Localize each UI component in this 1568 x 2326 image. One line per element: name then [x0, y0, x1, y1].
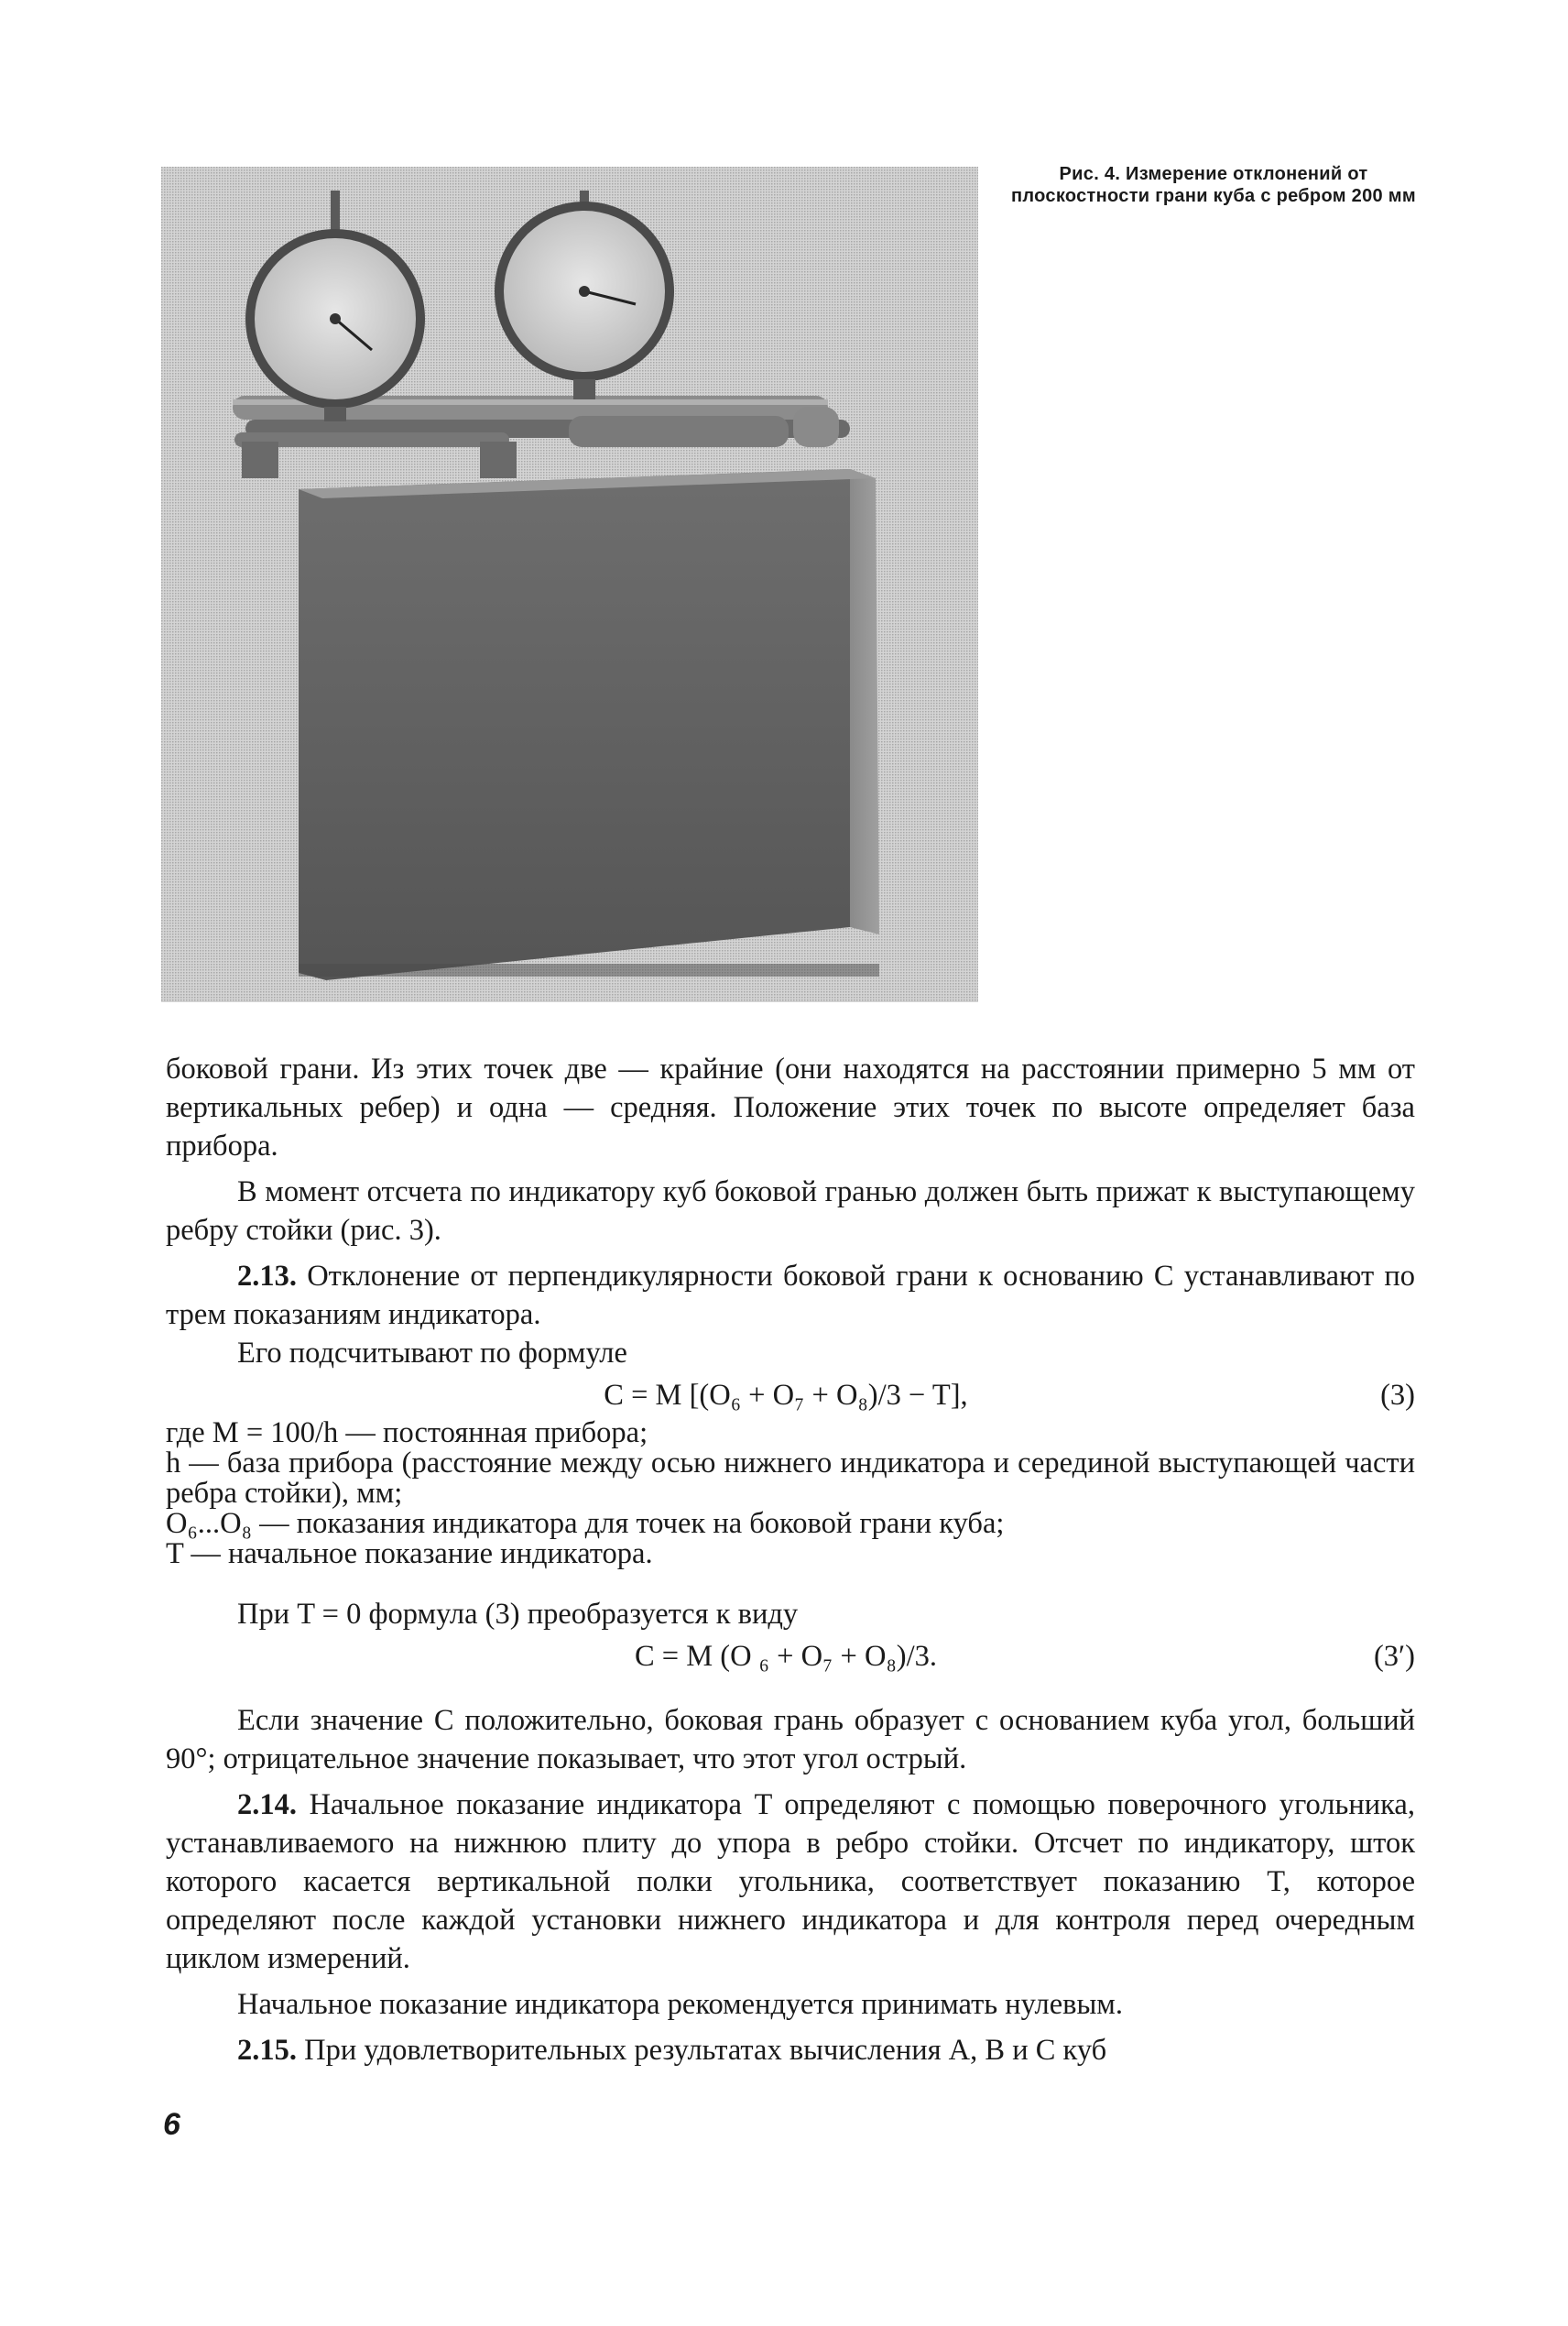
- definition-h: h — база прибора (расстояние между осью нижнего индикатора и серединой выступающей части ребра стойки), мм;: [166, 1447, 1415, 1510]
- figure-caption: Рис. 4. Измерение отклонений от плоскостности грани куба с ребром 200 мм: [1011, 164, 1416, 206]
- formula-3-prime-number: (3′): [1373, 1640, 1415, 1673]
- paragraph-1: боковой грани. Из этих точек две — крайние (они находятся на расстоянии примерно 5 мм от вертикальных ребер) и одна — средняя. Положение этих точек по высоте определяет база прибора.: [166, 1053, 1415, 1163]
- definitions-list: [166, 1418, 1415, 1569]
- formula-3-number: (3): [1380, 1379, 1415, 1412]
- section-number-2-13: 2.13.: [237, 1260, 297, 1293]
- section-number-2-14: 2.14.: [237, 1788, 297, 1821]
- paragraph-6: Если значение C положительно, боковая грань образует с основанием куба угол, больший 90°; отрицательное значение показывает, что этот угол острый.: [166, 1704, 1415, 1775]
- formula-3: [166, 1376, 1415, 1414]
- paragraph-5: При T = 0 формула (3) преобразуется к виду: [237, 1598, 799, 1631]
- paragraph-3: 2.13. Отклонение от перпендикулярности боковой грани к основанию C устанавливают по трем показаниям индикатора.: [166, 1260, 1415, 1331]
- definition-T: T — начальное показание индикатора.: [166, 1537, 653, 1570]
- paragraph-4: Его подсчитывают по формуле: [237, 1337, 627, 1370]
- section-number-2-15: 2.15.: [237, 2034, 297, 2067]
- figure-photo: [161, 167, 978, 1002]
- formula-3-expression: C = M [(O₆ + O₇ + O₈)/3 − T],: [604, 1379, 968, 1412]
- paragraph-7: 2.14. Начальное показание индикатора T определяют с помощью поверочного угольника, устанавливаемого на нижнюю плиту до упора в ребро стойки. Отсчет по индикатору, шток которого касается вертикальной полки угольника, соответствует показанию T, которое определяют после каждой установки нижнего индикатора и для контроля перед очередным циклом измерений.: [166, 1788, 1415, 1975]
- paragraph-2: В момент отсчета по индикатору куб боковой гранью должен быть прижат к выступающему ребру стойки (рис. 3).: [166, 1175, 1415, 1247]
- formula-3-prime-expression: C = M (O ₆ + O₇ + O₈)/3.: [634, 1640, 937, 1673]
- definition-M: где M = 100/h — постоянная прибора;: [166, 1416, 648, 1449]
- paragraph-8: Начальное показание индикатора рекомендуется принимать нулевым.: [237, 1988, 1124, 2021]
- paragraph-9: 2.15. При удовлетворительных результатах вычисления A, B и C куб: [237, 2034, 1107, 2067]
- definition-O: O₆...O₈ — показания индикатора для точек на боковой грани куба;: [166, 1507, 1005, 1540]
- formula-3-prime: [166, 1637, 1415, 1676]
- body-text: [166, 1050, 1415, 2069]
- page-number: 6: [163, 2107, 180, 2142]
